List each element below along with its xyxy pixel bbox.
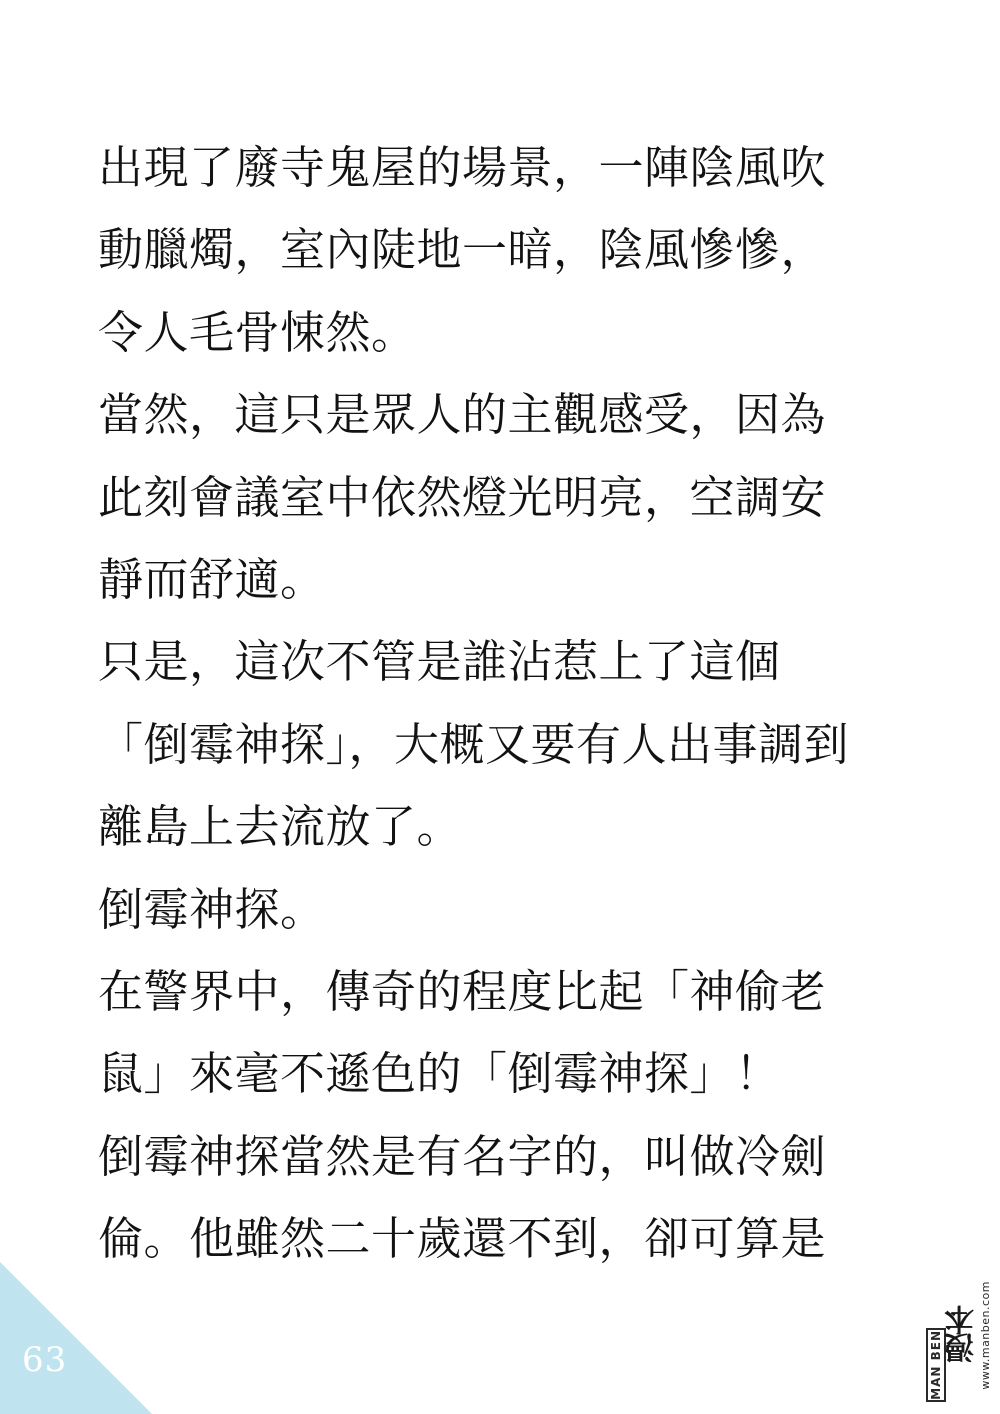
watermark-url-text: www.manben.com — [978, 1280, 992, 1390]
text-line: 離島上去流放了。 — [98, 800, 463, 854]
text-line: 倒霉神探當然是有名字的，叫做冷劍 — [98, 1129, 827, 1183]
watermark-box-text: MAN BEN — [929, 1330, 943, 1400]
text-line: 此刻會議室中依然燈光明亮，空調安 — [98, 470, 827, 524]
text-line: 只是，這次不管是誰沾惹上了這個 — [98, 635, 781, 689]
watermark — [926, 1268, 992, 1402]
body-text — [98, 137, 898, 1290]
page-number: 63 — [22, 1340, 68, 1380]
watermark-logo — [945, 1268, 980, 1402]
page-corner-decoration — [0, 1262, 152, 1414]
text-line: 「倒霉神探」，大概又要有人出事調到 — [98, 717, 850, 771]
watermark-logo-text: 漫本 — [945, 1307, 980, 1363]
text-line: 動臘燭，室內陡地一暗，陰風慘慘， — [98, 223, 827, 277]
text-line: 令人毛骨悚然。 — [98, 305, 417, 359]
text-line: 在警界中，傳奇的程度比起「神偷老 — [98, 964, 827, 1018]
text-line: 當然，這只是眾人的主觀感受，因為 — [98, 388, 827, 442]
text-line: 倒霉神探。 — [98, 882, 326, 936]
text-line: 靜而舒適。 — [98, 552, 326, 606]
text-line: 鼠」來毫不遜色的「倒霉神探」！ — [98, 1047, 781, 1101]
watermark-url — [978, 1268, 992, 1402]
text-line: 倫。他雖然二十歲還不到，卻可算是 — [98, 1212, 827, 1266]
text-line: 出現了廢寺鬼屋的場景，一陣陰風吹 — [98, 141, 827, 194]
